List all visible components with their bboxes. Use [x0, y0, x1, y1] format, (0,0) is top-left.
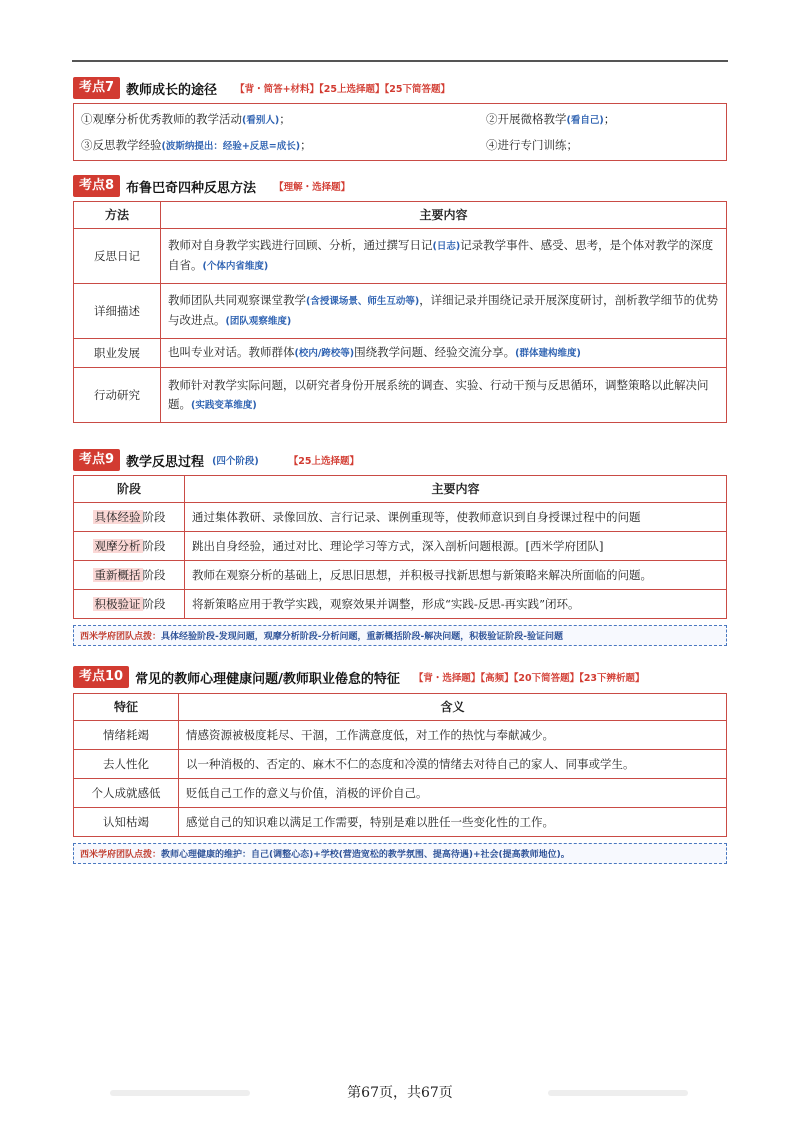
table-row	[74, 229, 727, 284]
section-tags: 【理解・选择题】	[274, 182, 351, 193]
table-row	[74, 503, 727, 532]
meaning-cell: 情感资源被极度耗尽、干涸，工作满意度低，对工作的热忱与奉献减少。	[179, 721, 727, 750]
section-badge: 考点9	[73, 449, 120, 471]
section-10-header	[73, 665, 727, 689]
meaning-cell: 感觉自己的知识难以满足工作需要，特别是难以胜任一些变化性的工作。	[179, 808, 727, 837]
column-header: 特征	[74, 694, 179, 721]
content-cell: 将新策略应用于教学实践，观察效果并调整，形成“实践-反思-再实践”闭环。	[185, 590, 727, 619]
section-subtitle: (四个阶段)	[212, 456, 259, 467]
table-row	[74, 808, 727, 837]
content-cell: 教师针对教学实际问题，以研究者身份开展系统的调查、实验、行动干预与反思循环，调整策略以此解决问题。(实践变革维度)	[161, 368, 727, 423]
feature-cell: 个人成就感低	[74, 779, 179, 808]
table-row	[74, 590, 727, 619]
content-cell: 教师对自身教学实践进行回顾、分析，通过撰写日记(日志)记录教学事件、感受、思考，是个体对教学的深度自省。(个体内省维度)	[161, 229, 727, 284]
table-row	[74, 532, 727, 561]
feature-cell: 认知枯竭	[74, 808, 179, 837]
method-cell: 反思日记	[74, 229, 161, 284]
section-title: 教师成长的途径	[126, 82, 218, 98]
content-cell: 跳出自身经验，通过对比、理论学习等方式，深入剖析问题根源。[西米学府团队]	[185, 532, 727, 561]
section-title: 布鲁巴奇四种反思方法	[126, 180, 257, 196]
section-10	[73, 665, 727, 864]
reflection-methods-table	[73, 201, 727, 423]
table-row	[74, 721, 727, 750]
table-header-row	[74, 202, 727, 229]
section-9	[73, 448, 727, 646]
table-row	[74, 750, 727, 779]
growth-paths-box	[73, 103, 727, 161]
table-header-row	[74, 694, 727, 721]
method-cell: 职业发展	[74, 339, 161, 368]
table-header-row	[74, 476, 727, 503]
section-tags: 【背・选择题】【高频】【20下简答题】【23下辨析题】	[413, 673, 645, 684]
top-rule	[72, 60, 728, 62]
burnout-table	[73, 693, 727, 837]
list-item: ②开展微格教学(看自己)；	[486, 112, 616, 126]
table-row	[74, 368, 727, 423]
meaning-cell: 贬低自己工作的意义与价值，消极的评价自己。	[179, 779, 727, 808]
column-header: 阶段	[74, 476, 185, 503]
page-number: 第67页，共67页	[347, 1085, 453, 1101]
section-8-header	[73, 174, 727, 198]
reflection-process-table	[73, 475, 727, 619]
section-title: 教学反思过程	[126, 454, 205, 470]
stage-cell: 重新概括 阶段	[74, 561, 185, 590]
method-cell: 行动研究	[74, 368, 161, 423]
method-cell: 详细描述	[74, 284, 161, 339]
list-item: ③反思教学经验(波斯纳提出：经验+反思=成长)；	[81, 138, 312, 152]
column-header: 主要内容	[161, 202, 727, 229]
team-tip: 西米学府团队点拨：具体经验阶段-发现问题，观摩分析阶段-分析问题，重新概括阶段-解决问题，积极验证阶段-验证问题	[73, 625, 727, 646]
content-cell: 也叫专业对话。教师群体(校内/跨校等)围绕教学问题、经验交流分享。(群体建构维度)	[161, 339, 727, 368]
section-8	[73, 174, 727, 423]
section-9-header	[73, 448, 727, 472]
feature-cell: 情绪耗竭	[74, 721, 179, 750]
meaning-cell: 以一种消极的、否定的、麻木不仁的态度和冷漠的情绪去对待自己的家人、同事或学生。	[179, 750, 727, 779]
section-7	[73, 76, 727, 161]
content-cell: 教师团队共同观察课堂教学(含授课场景、师生互动等)，详细记录并围绕记录开展深度研讨，剖析教学细节的优势与改进点。(团队观察维度)	[161, 284, 727, 339]
content-cell: 通过集体教研、录像回放、言行记录、课例重现等，使教师意识到自身授课过程中的问题	[185, 503, 727, 532]
team-tip: 西米学府团队点拨：教师心理健康的维护：自己(调整心态)+学校(营造宽松的教学氛围、提高待遇)+社会(提高教师地位)。	[73, 843, 727, 864]
column-header: 主要内容	[185, 476, 727, 503]
section-title: 常见的教师心理健康问题/教师职业倦怠的特征	[135, 671, 400, 687]
section-badge: 考点10	[73, 666, 129, 688]
section-badge: 考点8	[73, 175, 120, 197]
stage-cell: 具体经验 阶段	[74, 503, 185, 532]
stage-cell: 观摩分析 阶段	[74, 532, 185, 561]
table-row	[74, 284, 727, 339]
table-row	[74, 779, 727, 808]
table-row	[74, 561, 727, 590]
stage-cell: 积极验证 阶段	[74, 590, 185, 619]
section-tags: 【背・简答+材料】【25上选择题】【25下简答题】	[235, 84, 450, 95]
table-row	[74, 339, 727, 368]
column-header: 含义	[179, 694, 727, 721]
list-item: ①观摩分析优秀教师的教学活动(看别人)；	[81, 112, 291, 126]
feature-cell: 去人性化	[74, 750, 179, 779]
column-header: 方法	[74, 202, 161, 229]
section-7-header	[73, 76, 727, 100]
section-tags: 【25上选择题】	[288, 456, 359, 467]
list-item: ④进行专门训练；	[486, 138, 578, 152]
content-cell: 教师在观察分析的基础上，反思旧思想，并积极寻找新思想与新策略来解决所面临的问题。	[185, 561, 727, 590]
section-badge: 考点7	[73, 77, 120, 99]
